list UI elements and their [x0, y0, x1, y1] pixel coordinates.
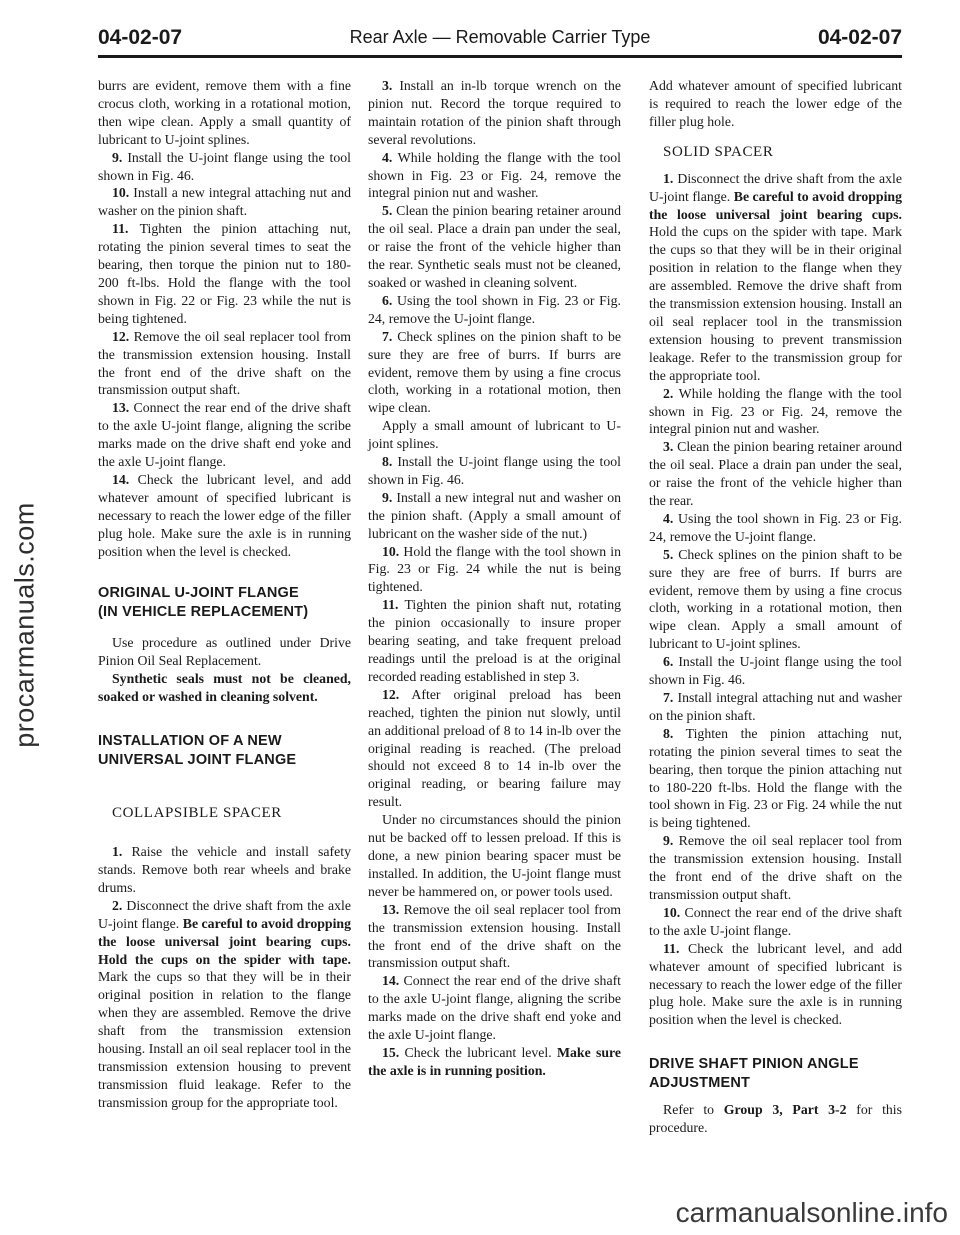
step-number: 12. [112, 328, 130, 344]
refer-paragraph [649, 1101, 902, 1137]
step-text: Check the lubricant level, and add whatever amount of specified lubricant is necessary to reach the lower edge of the filler plug hole. Make sure the axle is in running position when the level is checked. [649, 940, 902, 1028]
step-number: 7. [663, 690, 674, 705]
step-number: 1. [663, 170, 674, 186]
step-text: Check splines on the pinion shaft to be sure they are free of burrs. If burrs are evident, remove them by using a fine crocus cloth, working in a rotational motion, then wipe clean. Apply a small amount of lubricant to U-joint splines. [649, 546, 903, 652]
collapsible-step-6 [368, 292, 621, 328]
step-text: Hold the flange with the tool shown in Fig. 23 or Fig. 24 while the nut is being tightened. [368, 543, 621, 595]
collapsible-step-8 [368, 453, 621, 489]
solid-step-5 [649, 546, 902, 653]
step-number: 3. [382, 78, 393, 93]
step-number: 2. [663, 385, 674, 401]
step-warning: Make sure the axle is in running position. [368, 1044, 621, 1078]
step-text: Check the lubricant level, and add whatever amount of specified lubricant is necessary to reach the lower edge of the filler plug hole. Make sure the axle is in running position when the level is checked. [98, 471, 351, 559]
solid-step-4 [649, 510, 902, 546]
step-text: Install an in-lb torque wrench on the pinion nut. Record the torque required to maintain rotation of the pinion shaft through several revolutions. [368, 78, 622, 147]
step-number: 8. [663, 725, 674, 741]
step-text: Connect the rear end of the drive shaft to the axle U-joint flange, aligning the scribe marks made on the drive shaft end yoke and the axle U-joint flange. [98, 400, 351, 470]
collapsible-step-4 [368, 149, 621, 203]
step-text: Tighten the pinion attaching nut, rotating the pinion several times to seat the bearing, then torque the pinion attaching nut to 180-220 ft-lbs. Hold the flange with the tool shown in Fig. 23 or Fig. 24 while the nut is being tightened. [649, 725, 902, 831]
step-text: Check the lubricant level. [404, 1044, 552, 1060]
step-number: 10. [112, 185, 130, 201]
intro-paragraph: burrs are evident, remove them with a fine crocus cloth, working in a rotational motion, then wipe clean. Apply a small quantity of lubricant to U-joint splines. [98, 78, 351, 147]
refer-text-end: for this procedure. [649, 1102, 903, 1136]
step-number: 10. [663, 904, 681, 920]
step-warning: Be careful to avoid dropping the loose universal joint bearing cups. Hold the cups on the spider with tape. [98, 915, 352, 967]
step-number: 9. [382, 489, 393, 505]
column-1 [98, 77, 351, 1112]
solid-step-8 [649, 725, 902, 832]
step-number: 5. [663, 546, 674, 562]
step-number: 11. [112, 221, 129, 237]
heading-original-flange-sub: (IN VEHICLE REPLACEMENT) [98, 604, 309, 621]
step-number: 11. [663, 940, 680, 956]
step-text: Connect the rear end of the drive shaft to the axle U-joint flange. [649, 904, 902, 938]
step-number: 14. [112, 471, 130, 487]
collapsible-step-13 [368, 901, 621, 973]
step-text: Disconnect the drive shaft from the axle U-joint flange. [98, 897, 352, 931]
collapsible-step-15 [368, 1044, 621, 1080]
step-number: 10. [382, 543, 400, 559]
step-text: Hold the cups on the spider with tape. Mark the cups so that they will be in their original position in relation to the flange when they are assembled. Remove the drive shaft from the transmission extension housing. Install an oil seal replacer tool in the transmission extension housing to prevent transmission leakage. Refer to the transmission group for the appropriate tool. [649, 224, 902, 383]
collapsible-step-14 [368, 972, 621, 1044]
step-number: 2. [112, 897, 123, 913]
refer-group: Group 3, Part 3-2 [723, 1102, 847, 1118]
step-number: 9. [112, 149, 123, 165]
step-text: Install integral attaching nut and washer on the pinion shaft. [649, 690, 902, 723]
step-number: 14. [382, 973, 400, 989]
step-text: Connect the rear end of the drive shaft to the axle U-joint flange, aligning the scribe marks made on the drive shaft end yoke and the axle U-joint flange. [368, 973, 621, 1043]
step-number: 1. [112, 844, 123, 860]
step-text: Remove the oil seal replacer tool from the transmission extension housing. Install the front end of the drive shaft on the transmission output shaft. [649, 833, 903, 902]
step-text: Install the U-joint flange using the tool shown in Fig. 46. [649, 654, 902, 688]
step-number: 13. [112, 400, 130, 416]
step-text: Install the U-joint flange using the tool shown in Fig. 46. [98, 149, 351, 183]
page-code-right: 04-02-07 [817, 26, 902, 49]
step-number: 6. [382, 292, 393, 308]
solid-step-6 [649, 653, 902, 689]
step-text: Remove the oil seal replacer tool from the transmission extension housing. Install the front end of the drive shaft on the transmission output shaft. [98, 328, 352, 398]
step-warning: Be careful to avoid dropping the loose universal joint bearing cups. [649, 188, 903, 222]
step-text: Remove the oil seal replacer tool from the transmission extension housing. Install the front end of the drive shaft on the transmission output shaft. [368, 901, 622, 971]
footer-watermark: carmanualsonline.info [675, 1197, 948, 1228]
step-number: 15. [382, 1044, 400, 1060]
heading-pinion-angle-sub: ADJUSTMENT [649, 1075, 751, 1092]
add-lubricant-paragraph: Add whatever amount of specified lubricant is required to reach the lower edge of the filler plug hole. [649, 78, 902, 129]
step-text: Using the tool shown in Fig. 23 or Fig. 24, remove the U-joint flange. [368, 292, 621, 326]
collapsible-step-1 [98, 843, 351, 897]
step-text: Disconnect the drive shaft from the axle U-joint flange. [649, 170, 903, 204]
collapsible-step-12 [368, 686, 621, 811]
step-text: While holding the flange with the tool shown in Fig. 23 or Fig. 24, remove the integral pinion nut and washer. [368, 149, 622, 201]
collapsible-step-12-note: Under no circumstances should the pinion nut be backed off to lessen preload. If this is done, a new pinion bearing spacer must be installed. In addition, the U-joint flange must never be hammered on, or power tools used. [368, 812, 621, 899]
step-number: 4. [382, 149, 393, 165]
use-procedure-paragraph: Use procedure as outlined under Drive Pinion Oil Seal Replacement. [98, 635, 351, 669]
step-number: 6. [663, 654, 674, 670]
side-watermark [6, 495, 44, 755]
step-text: Raise the vehicle and install safety stands. Remove both rear wheels and brake drums. [98, 844, 351, 895]
collapsible-step-2 [98, 897, 351, 1112]
step-text: Clean the pinion bearing retainer around the oil seal. Place a drain pan under the seal, or raise the front of the vehicle higher than the rear. [649, 439, 902, 509]
heading-pinion-angle: DRIVE SHAFT PINION ANGLE [649, 1056, 859, 1073]
step-9 [98, 149, 351, 185]
solid-step-3 [649, 438, 902, 510]
solid-step-7 [649, 689, 902, 725]
heading-original-flange: ORIGINAL U-JOINT FLANGE [98, 585, 299, 602]
heading-installation: INSTALLATION OF A NEW [98, 733, 282, 750]
page-header [98, 26, 902, 58]
step-14 [98, 471, 351, 561]
page-code-left: 04-02-07 [98, 26, 183, 49]
solid-step-11 [649, 940, 902, 1030]
synthetic-seals-warning: Synthetic seals must not be cleaned, soaked or washed in cleaning solvent. [98, 671, 351, 705]
column-3 [649, 77, 902, 1137]
step-text: Install a new integral nut and washer on the pinion shaft. (Apply a small amount of lubricant on the washer side of the nut.) [368, 489, 621, 541]
step-11 [98, 220, 351, 327]
column-2 [368, 77, 621, 1080]
collapsible-step-3 [368, 77, 621, 149]
refer-text: Refer to [663, 1102, 715, 1118]
step-text: While holding the flange with the tool shown in Fig. 23 or Fig. 24, remove the integral pinion nut and washer. [649, 385, 903, 437]
page-title: Rear Axle — Removable Carrier Type [349, 27, 651, 47]
solid-step-9 [649, 832, 902, 904]
heading-solid-spacer: SOLID SPACER [663, 143, 774, 160]
step-text: Mark the cups so that they will be in their original position in relation to the flange when they are assembled. Remove the drive shaft from the transmission extension housing. Install an oil seal replacer tool in the transmission extension housing to prevent transmission fluid leakage. Refer to the transmission group for the appropriate tool. [98, 969, 351, 1110]
step-text: After original preload has been reached, tighten the pinion nut slowly, until an additional preload of 8 to 14 in-lb over the original reading is reached. (The preload should not exceed 8 to 14 in-lb over the original reading, or bearing failure may result. [368, 686, 621, 810]
step-text: Tighten the pinion attaching nut, rotating the pinion several times to seat the bearing, then torque the pinion nut to 180-200 ft-lbs. Hold the flange with the tool shown in Fig. 22 or Fig. 23 while the nut is being tightened. [98, 221, 351, 326]
step-number: 13. [382, 901, 400, 917]
step-text: Clean the pinion bearing retainer around the oil seal. Place a drain pan under the seal, or raise the front of the vehicle higher than the rear. Synthetic seals must not be cleaned, soaked or washed in cleaning solvent. [368, 203, 621, 290]
step-10 [98, 184, 351, 220]
collapsible-step-7 [368, 328, 621, 418]
collapsible-step-10 [368, 543, 621, 597]
step-13 [98, 399, 351, 471]
step-number: 3. [663, 439, 674, 455]
step-text: Using the tool shown in Fig. 23 or Fig. 24, remove the U-joint flange. [649, 510, 902, 544]
collapsible-step-11 [368, 596, 621, 686]
step-number: 4. [663, 510, 674, 526]
solid-step-1 [649, 170, 902, 385]
step-text: Install a new integral attaching nut and washer on the pinion shaft. [98, 185, 352, 219]
step-12 [98, 328, 351, 400]
step-number: 11. [382, 597, 399, 613]
header-rule [98, 55, 902, 58]
collapsible-step-9 [368, 489, 621, 543]
step-number: 5. [382, 203, 393, 219]
step-number: 9. [663, 833, 674, 849]
step-text: Check splines on the pinion shaft to be sure they are free of burrs. If burrs are evident, remove them by using a fine crocus cloth, working in a rotational motion, then wipe clean. [368, 328, 622, 416]
side-watermark-text: procarmanuals.com [9, 502, 40, 748]
step-number: 12. [382, 686, 400, 702]
step-text: Install the U-joint flange using the tool shown in Fig. 46. [368, 454, 621, 487]
step-number: 7. [382, 328, 393, 344]
collapsible-step-5 [368, 202, 621, 292]
heading-collapsible-spacer: COLLAPSIBLE SPACER [112, 805, 282, 822]
solid-step-2 [649, 385, 902, 439]
solid-step-10 [649, 904, 902, 940]
collapsible-step-7-note: Apply a small amount of lubricant to U-joint splines. [368, 418, 621, 452]
step-number: 8. [382, 454, 393, 470]
step-text: Tighten the pinion shaft nut, rotating the pinion occasionally to insure proper bearing seating, and take frequent preload readings until the preload is at the original recorded reading established in step 3. [368, 597, 621, 684]
heading-installation-sub: UNIVERSAL JOINT FLANGE [98, 752, 297, 769]
